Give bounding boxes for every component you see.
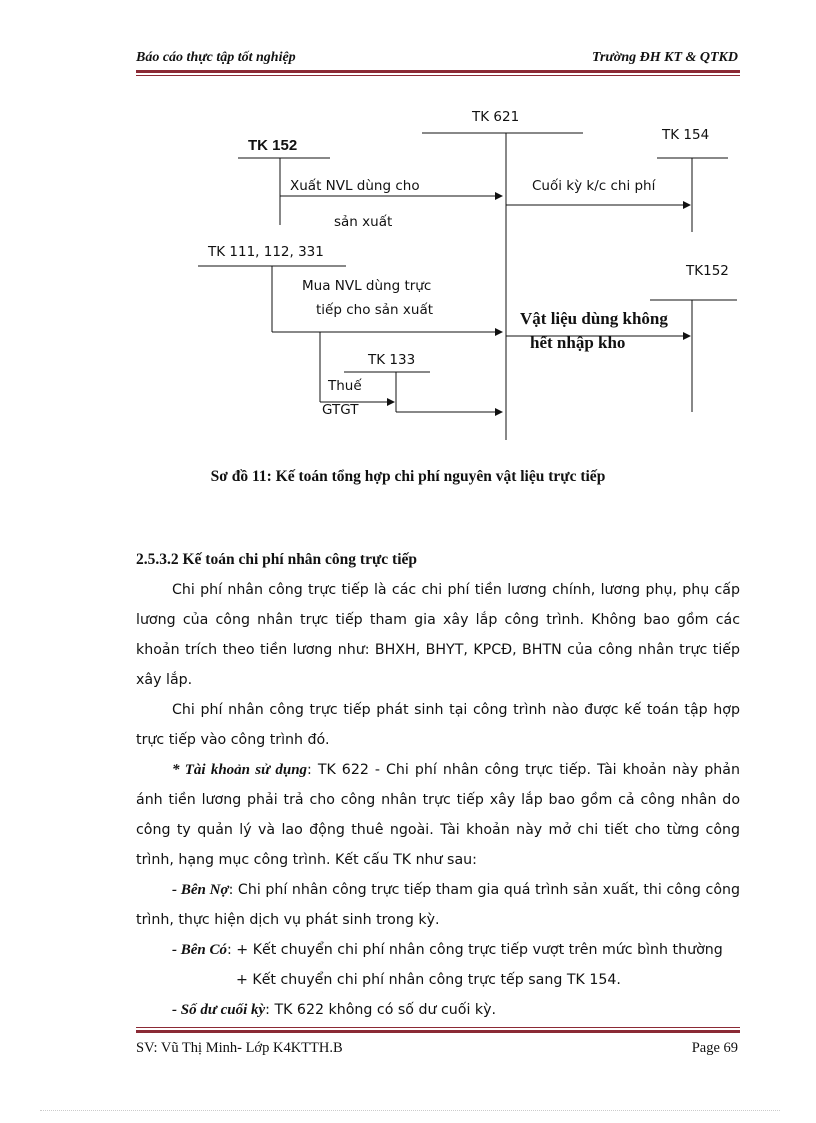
tk621-label: TK 621 [472, 109, 520, 125]
footer-rule-thin [136, 1027, 740, 1028]
tk154-label: TK 154 [662, 127, 710, 143]
paragraph-debit [136, 875, 740, 935]
tk152-top-label: TK 152 [248, 137, 298, 154]
debit-label: - Bên Nợ [172, 882, 229, 898]
cuoi-ky-label: Cuối kỳ k/c chi phí [532, 178, 656, 194]
footer-rule [136, 1030, 740, 1033]
debit-text: : Chi phí nhân công trực tiếp tham gia quá trình sản xuất, thi công công trình, thực hiện dịch vụ phát sinh trong kỳ. [136, 882, 740, 928]
header-right: Trường ĐH KT & QTKD [591, 50, 738, 65]
credit-text-1: : + Kết chuyển chi phí nhân công trực tiếp vượt trên mức bình thường [227, 942, 723, 958]
xuat-label-1: Xuất NVL dùng cho [290, 178, 420, 194]
xuat-label-2: sản xuất [334, 214, 393, 230]
balance-label: - Số dư cuối kỳ [172, 1002, 266, 1018]
section-heading: 2.5.3.2 Kế toán chi phí nhân công trực tiếp [136, 551, 417, 568]
paragraph-account [136, 755, 740, 875]
header-left: Báo cáo thực tập tốt nghiệp [136, 50, 296, 65]
paragraph-credit-2: + Kết chuyển chi phí nhân công trực tếp sang TK 154. [236, 972, 621, 988]
paragraph-2: Chi phí nhân công trực tiếp phát sinh tại công trình nào được kế toán tập hợp trực tiếp vào công trình đó. [136, 702, 740, 748]
paragraph-balance [136, 995, 740, 1025]
thue-label: Thuế [328, 378, 362, 394]
mua-label-2: tiếp cho sản xuất [316, 302, 434, 318]
mua-label-1: Mua NVL dùng trực [302, 278, 432, 294]
page-number: Page 69 [691, 1040, 738, 1056]
accounting-diagram [0, 0, 816, 460]
vat-lieu-label-2: hết nhập kho [530, 333, 626, 352]
balance-text: : TK 622 không có số dư cuối kỳ. [265, 1002, 497, 1018]
vat-lieu-label-1: Vật liệu dùng không [520, 309, 668, 328]
page-bottom-dots [40, 1110, 780, 1111]
diagram-caption: Sơ đồ 11: Kế toán tổng hợp chi phí nguyên vật liệu trực tiếp [210, 468, 606, 485]
paragraph-credit [136, 935, 740, 965]
credit-label: - Bên Có [172, 942, 228, 958]
section-body [136, 545, 740, 1025]
tk133-label: TK 133 [368, 352, 416, 368]
account-text: : TK 622 - Chi phí nhân công trực tiếp. Tài khoản này phản ánh tiền lương phải trả cho công nhân trực tiếp xây lắp bao gồm cả công nhân do công ty quản lý và lao động thuê ngoài. Tài khoản này mở chi tiết cho từng công trình, hạng mục công trình. Kết cấu TK như sau: [136, 762, 740, 868]
tk111-label: TK 111, 112, 331 [208, 244, 324, 260]
footer-left: SV: Vũ Thị Minh- Lớp K4KTTH.B [136, 1040, 343, 1056]
account-label: * Tài khoản sử dụng [172, 762, 308, 778]
paragraph-1: Chi phí nhân công trực tiếp là các chi phí tiền lương chính, lương phụ, phụ cấp lương của công nhân trực tiếp tham gia xây lắp công trình. Không bao gồm các khoản trích theo tiền lương như: BHXH, BHYT, KPCĐ, BHTN của công nhân trực tiếp xây lắp. [136, 582, 740, 688]
tk152-right-label: TK152 [686, 263, 729, 279]
gtgt-label: GTGT [322, 402, 359, 418]
